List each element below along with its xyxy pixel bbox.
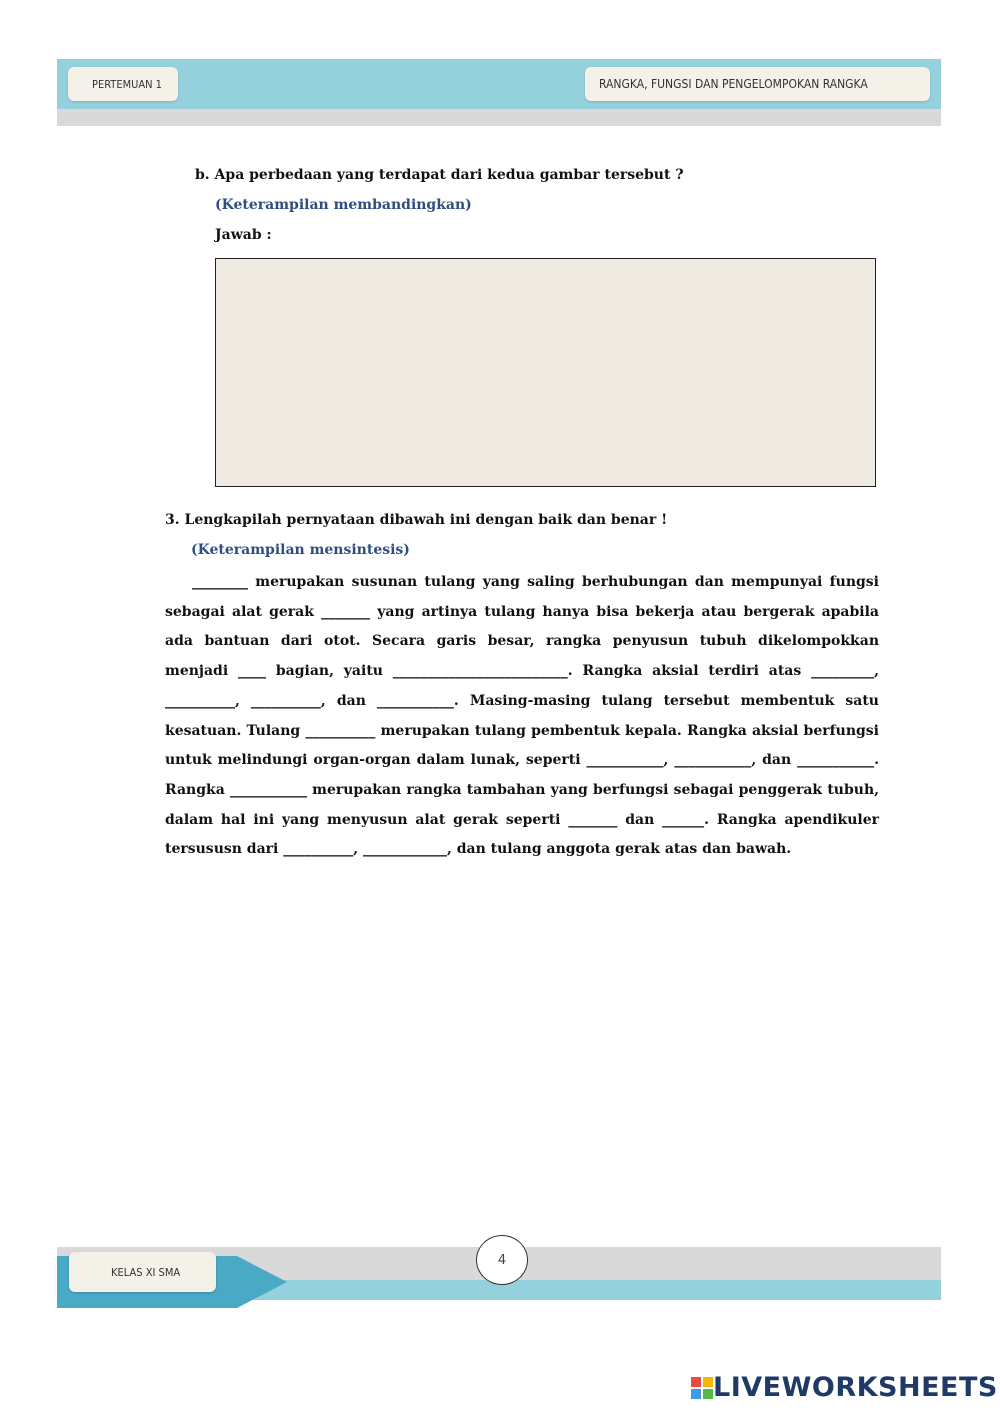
question-3-skill: (Keterampilan mensintesis) xyxy=(191,542,410,558)
page-number: 4 xyxy=(476,1235,528,1285)
liveworksheets-logo xyxy=(691,1372,998,1403)
answer-box[interactable] xyxy=(215,258,876,487)
footer-class-label: KELAS XI SMA xyxy=(69,1252,216,1292)
header-topic-label: RANGKA, FUNGSI DAN PENGELOMPOKAN RANGKA xyxy=(585,67,930,101)
answer-label: Jawab : xyxy=(215,227,272,243)
question-b-skill: (Keterampilan membandingkan) xyxy=(215,197,472,213)
liveworksheets-icon xyxy=(691,1377,713,1399)
fill-in-paragraph-text: ________ merupakan susunan tulang yang saling berhubungan dan mempunyai fungsi sebagai alat gerak _______ yang artinya tulang hanya bisa bekerja atau bergerak apabila ada bantuan dari otot. Secara garis besar, rangka penyusun tubuh dikelompokkan menjadi ____ bagian, yaitu _________________________. Rangka aksial terdiri atas _________, __________, __________, dan ___________. Masing-masing tulang tersebut membentuk satu kesatuan. Tulang __________ merupakan tulang pembentuk kepala. Rangka aksial berfungsi untuk melindungi organ-organ dalam lunak, seperti ___________, ___________, dan ___________. Rangka ___________ merupakan rangka tambahan yang berfungsi sebagai penggerak tubuh, dalam hal ini yang menyusun alat gerak seperti _______ dan ______. Rangka apendikuler tersususn dari __________, ____________, dan tulang anggota gerak atas dan bawah. xyxy=(165,574,879,858)
header-strip xyxy=(57,109,941,126)
fill-in-paragraph xyxy=(165,568,879,865)
question-b-text: b. Apa perbedaan yang terdapat dari kedua gambar tersebut ? xyxy=(195,167,684,183)
liveworksheets-wordmark: LIVEWORKSHEETS xyxy=(713,1372,998,1403)
question-3-text: 3. Lengkapilah pernyataan dibawah ini dengan baik dan benar ! xyxy=(165,512,668,528)
header-meeting-label: PERTEMUAN 1 xyxy=(68,67,178,101)
